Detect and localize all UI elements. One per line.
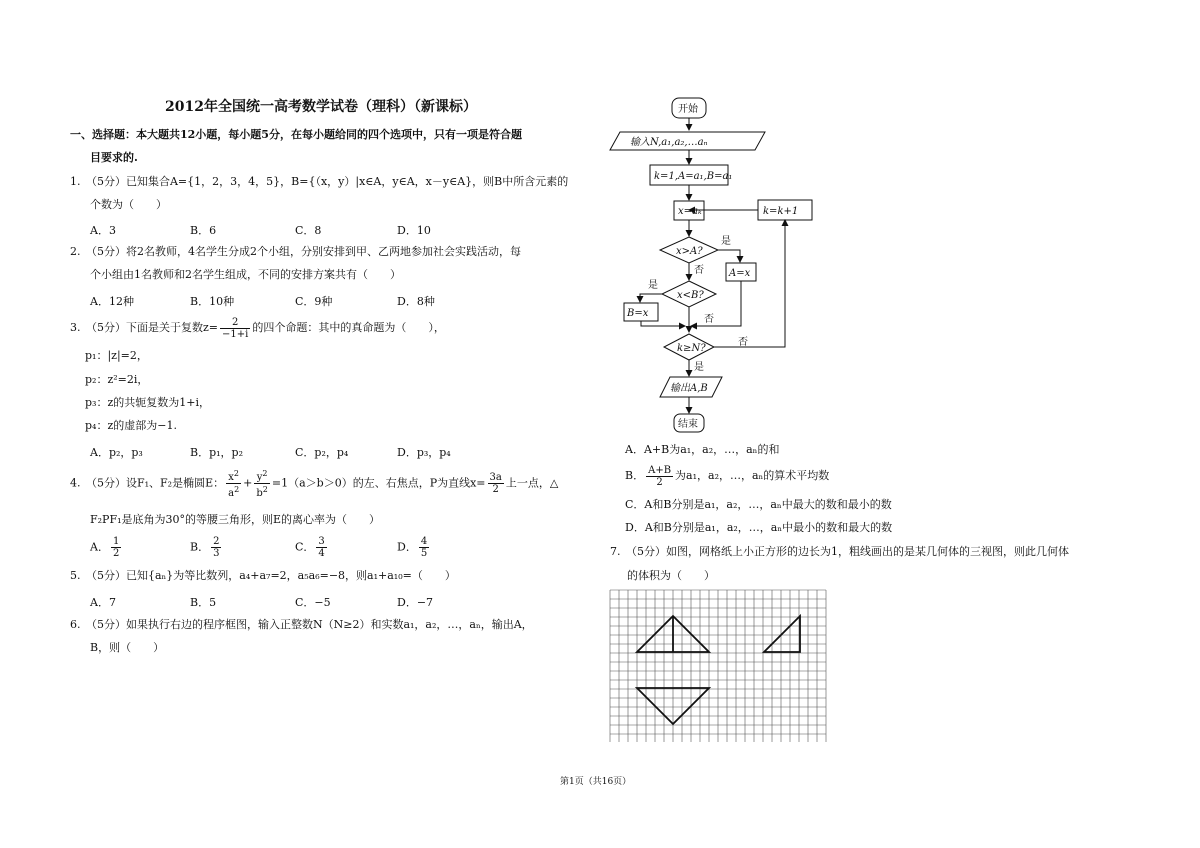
- q7-text-cont: 的体积为（ ）: [627, 569, 715, 582]
- flow-no3: 否: [738, 337, 748, 348]
- q3-frac-num: 2: [220, 317, 250, 329]
- q3-p4: p₄：z的虚部为−1.: [85, 419, 177, 432]
- q4-text: 4. （5分）设F₁、F₂是椭圆E： $\frac{x^2}{a^2}$ + $\frac{y^2}{b^2}$ =1（a＞b＞0）的左、右焦点，P为直线x= $\frac{3a}{2}$ 上一点，△: [70, 469, 559, 499]
- q6-text: 6. （5分）如果执行右边的程序框图，输入正整数N（N≥2）和实数a₁，a₂，…，aₙ，输出A，: [70, 618, 533, 631]
- q4-option-d: D． $\frac{4}{5}$: [397, 536, 428, 559]
- q6-option-a: A．A+B为a₁，a₂，…，aₙ的和: [625, 443, 780, 456]
- q4-frac-3a: [488, 472, 504, 495]
- q3-suffix: 的四个命题：其中的真命题为（ ），: [252, 321, 445, 334]
- q5-option-a: A．7: [90, 596, 116, 609]
- q2-text-cont: 个小组由1名教师和2名学生组成，不同的安排方案共有（ ）: [90, 268, 401, 281]
- flow-set-a-label: A=x: [729, 268, 751, 279]
- q3-fraction: [220, 317, 250, 340]
- q3-option-c: C．p₂，p₄: [295, 446, 349, 459]
- q5-option-b: B．5: [190, 596, 217, 609]
- flow-set-b-label: B=x: [627, 308, 649, 319]
- q4-option-c: C． $\frac{3}{4}$: [295, 536, 325, 559]
- q4-frac-x: $\frac{x^2}{a^2}$: [228, 469, 240, 499]
- flow-yes2: 是: [648, 280, 658, 291]
- three-view-figures: [637, 616, 800, 724]
- q6-option-b: B． $\frac{A+B}{2}$ 为a₁，a₂，…，aₙ的算术平均数: [625, 464, 830, 488]
- q7-text: 7. （5分）如图，网格纸上小正方形的边长为1，粗线画出的是某几何体的三视图，则此几何体: [610, 545, 1069, 558]
- q4-middle: =1（a＞b＞0）的左、右焦点，P为直线x=: [271, 476, 486, 490]
- flow-yes1: 是: [721, 236, 731, 247]
- q4-suffix: 上一点，△: [505, 476, 559, 490]
- q2-option-a: A．12种: [90, 295, 134, 308]
- flow-yes3: 是: [694, 362, 704, 373]
- q4-frac-y: $\frac{y^2}{b^2}$: [256, 469, 268, 499]
- flowchart: [600, 92, 820, 437]
- q6-option-d: D．A和B分别是a₁，a₂，…，aₙ中最小的数和最大的数: [625, 521, 893, 534]
- flow-init-label: k=1,A=a₁,B=a₁: [654, 171, 733, 182]
- side-view-triangle: [764, 616, 800, 652]
- q1-option-d: D．10: [397, 224, 431, 237]
- q2-option-c: C．9种: [295, 295, 333, 308]
- three-view-grid: [608, 588, 830, 746]
- q3-p1: p₁：|z|=2，: [85, 349, 148, 362]
- q3-p3: p₃：z的共轭复数为1+i，: [85, 396, 210, 409]
- q1-text: 1. （5分）已知集合A={1，2，3，4，5}，B={（x，y）|x∈A，y∈A，x－y∈A}，则B中所含元素的: [70, 175, 569, 188]
- paper-title: 2012年全国统一高考数学试卷（理科）（新课标）: [165, 99, 477, 115]
- flow-assign-label: x=aₖ: [678, 206, 702, 217]
- flow-start-label: 开始: [678, 104, 698, 115]
- q3-option-b: B．p₁，p₂: [190, 446, 243, 459]
- q4-frac3-den: 2: [492, 484, 499, 495]
- q3-frac-den: −1+i: [222, 328, 249, 340]
- q2-option-d: D．8种: [397, 295, 435, 308]
- section-header-cont: 目要求的.: [90, 151, 138, 164]
- q6-option-c: C．A和B分别是a₁，a₂，…，aₙ中最大的数和最小的数: [625, 498, 892, 511]
- q3-text: [70, 315, 445, 341]
- q3-option-d: D．p₃，p₄: [397, 446, 451, 459]
- flow-no1: 否: [694, 265, 704, 276]
- flow-cond3-label: k≥N?: [677, 343, 706, 354]
- section-header: 一、选择题：本大题共12小题，每小题5分，在每小题给同的四个选项中，只有一项是符合题: [70, 128, 522, 141]
- flow-incr-label: k=k+1: [763, 206, 799, 217]
- q2-text: 2. （5分）将2名教师，4名学生分成2个小组，分别安排到甲、乙两地参加社会实践活动，每: [70, 245, 521, 258]
- q6-text-cont: B，则（ ）: [90, 641, 165, 654]
- flow-cond2-label: x<B?: [677, 290, 704, 301]
- flow-end-label: 结束: [678, 419, 698, 430]
- q4-prefix: 4. （5分）设F₁、F₂是椭圆E：: [70, 476, 225, 490]
- q1-option-b: B．6: [190, 224, 217, 237]
- q4-option-a: A． $\frac{1}{2}$: [90, 536, 120, 559]
- q4-option-b: B． $\frac{2}{3}$: [190, 536, 220, 559]
- q5-text: 5. （5分）已知{aₙ}为等比数列，a₄+a₇=2，a₅a₆=−8，则a₁+a₁₀=（ ）: [70, 569, 456, 582]
- q5-option-c: C．−5: [295, 596, 331, 609]
- q3-prefix: 3. （5分）下面是关于复数z=: [70, 321, 219, 334]
- flow-output-label: 输出A,B: [670, 383, 708, 394]
- q3-option-a: A．p₂，p₃: [90, 446, 143, 459]
- q4-text-cont: F₂PF₁是底角为30°的等腰三角形，则E的离心率为（ ）: [90, 513, 381, 526]
- flow-cond1-label: x>A?: [676, 246, 703, 257]
- q1-text-cont: 个数为（ ）: [90, 198, 167, 211]
- q5-option-d: D．−7: [397, 596, 434, 609]
- q1-option-a: A．3: [90, 224, 116, 237]
- q4-frac3-num: 3a: [489, 472, 502, 483]
- flow-no2: 否: [704, 314, 714, 325]
- q1-option-c: C．8: [295, 224, 322, 237]
- page-footer: 第1页（共16页）: [560, 777, 632, 787]
- q2-option-b: B．10种: [190, 295, 235, 308]
- flow-input-label: 输入N,a₁,a₂,…aₙ: [630, 137, 708, 148]
- grid-lines: [610, 590, 826, 742]
- q3-p2: p₂：z²=2i，: [85, 373, 149, 386]
